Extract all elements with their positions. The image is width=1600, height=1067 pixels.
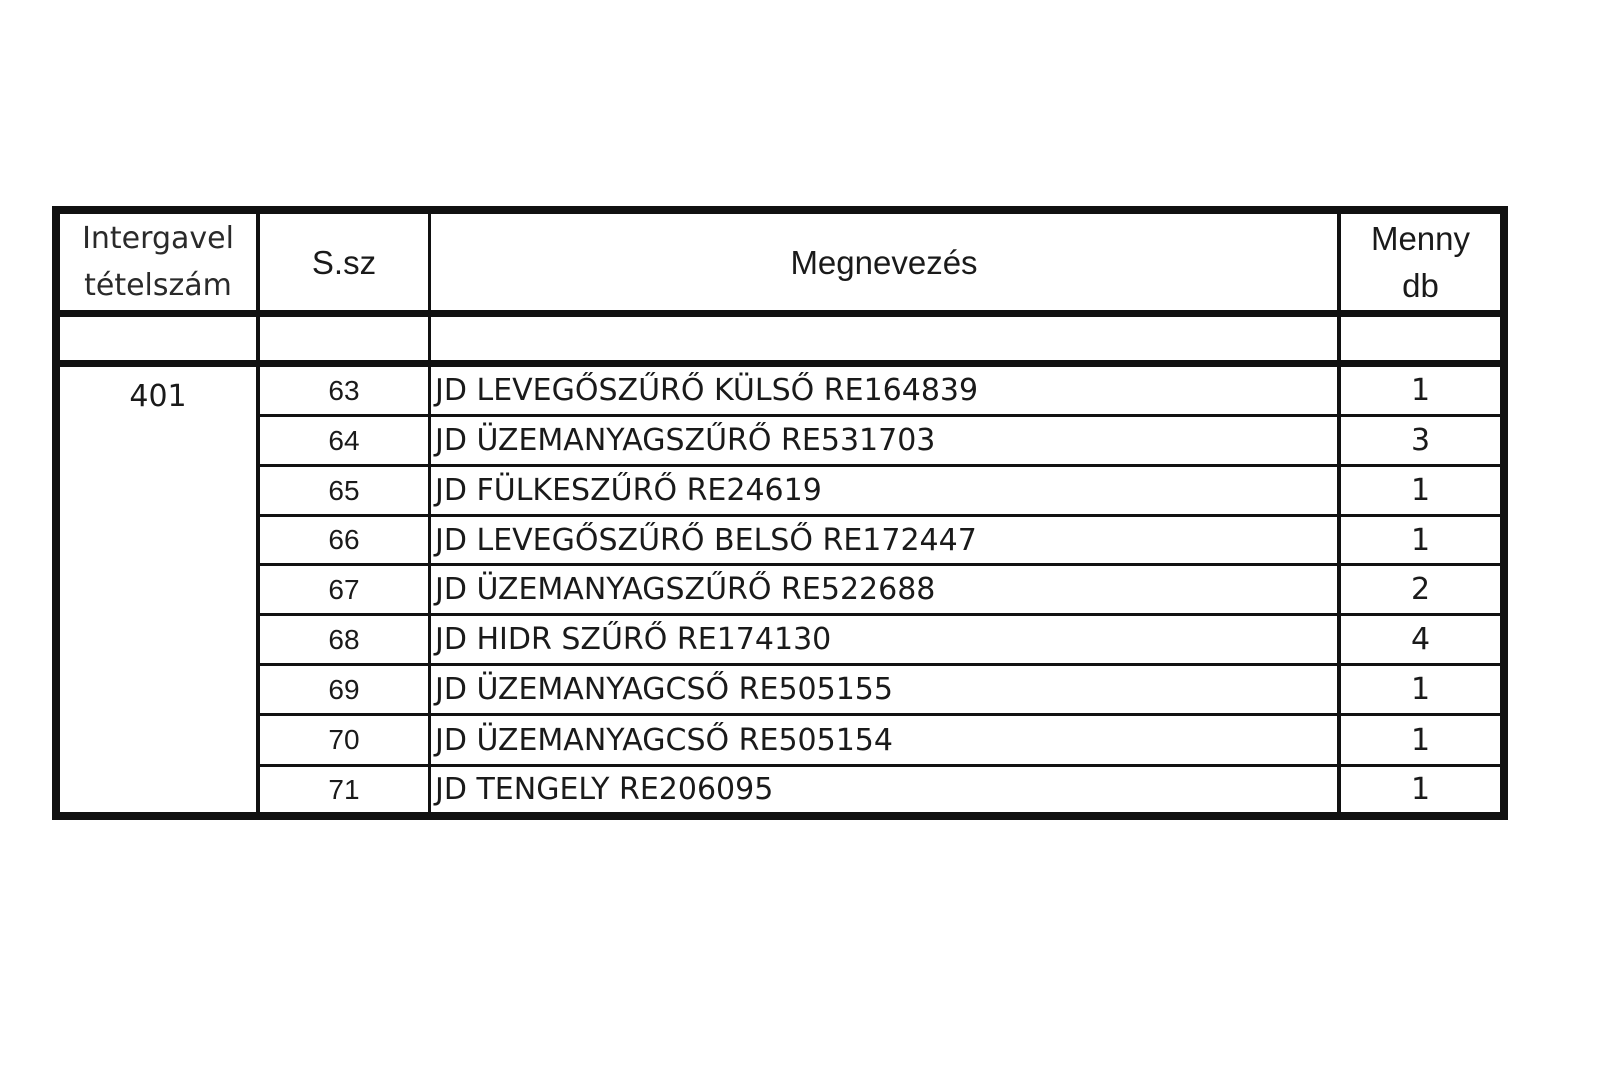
empty-row (60, 317, 1500, 360)
row-qty: 1 (1410, 722, 1431, 758)
row-serial: 64 (328, 424, 360, 456)
row-serial: 69 (328, 673, 360, 705)
table-row (60, 666, 1500, 713)
row-qty: 3 (1410, 423, 1431, 458)
row-serial: 63 (328, 374, 360, 406)
header-divider (60, 310, 1500, 317)
header-item-number-line2: tételszám (84, 268, 232, 303)
header-serial-label: S.sz (311, 243, 377, 281)
row-qty: 4 (1410, 622, 1431, 657)
header-qty (1341, 214, 1500, 310)
header-serial (260, 214, 428, 310)
row-qty: 1 (1410, 672, 1431, 707)
table-row (60, 417, 1500, 464)
column-divider (1337, 214, 1341, 812)
row-qty: 1 (1410, 373, 1431, 408)
header-row (60, 214, 1500, 310)
header-name (431, 214, 1337, 310)
table-row (60, 616, 1500, 663)
row-serial: 66 (328, 524, 360, 555)
header-item-number (60, 214, 256, 310)
row-qty: 1 (1410, 772, 1431, 807)
row-serial: 68 (328, 623, 360, 655)
row-name: JD TENGELY RE206095 (435, 772, 774, 807)
row-name: JD LEVEGŐSZŰRŐ KÜLSŐ RE164839 (435, 373, 979, 408)
row-name: JD HIDR SZŰRŐ RE174130 (435, 622, 832, 657)
table-row (60, 467, 1500, 514)
row-name: JD ÜZEMANYAGSZŰRŐ RE522688 (435, 572, 936, 607)
table-row (60, 716, 1500, 764)
spacer-divider (60, 360, 1500, 367)
table-row (60, 517, 1500, 563)
row-qty: 2 (1410, 572, 1431, 607)
column-divider (256, 214, 260, 812)
table-row (60, 566, 1500, 613)
table-row (60, 767, 1500, 812)
row-name: JD ÜZEMANYAGCSŐ RE505154 (435, 722, 893, 758)
group-item-number: 401 (129, 379, 187, 414)
header-name-label: Megnevezés (790, 243, 978, 281)
table-row (60, 367, 1500, 414)
row-name: JD ÜZEMANYAGCSŐ RE505155 (435, 672, 893, 707)
row-serial: 65 (328, 474, 360, 506)
row-serial: 71 (328, 773, 360, 805)
row-qty: 1 (1410, 473, 1431, 508)
header-qty-line2: db (1402, 267, 1439, 304)
column-divider (428, 214, 431, 812)
row-qty: 1 (1410, 522, 1431, 558)
header-qty-line1: Menny (1370, 220, 1471, 257)
header-item-number-line1: Intergavel (82, 221, 234, 256)
row-name: JD LEVEGŐSZŰRŐ BELSŐ RE172447 (435, 522, 977, 558)
row-serial: 70 (328, 724, 360, 755)
row-name: JD FÜLKESZŰRŐ RE24619 (435, 473, 822, 508)
row-name: JD ÜZEMANYAGSZŰRŐ RE531703 (435, 423, 936, 458)
row-serial: 67 (328, 573, 360, 605)
parts-table (52, 206, 1508, 820)
